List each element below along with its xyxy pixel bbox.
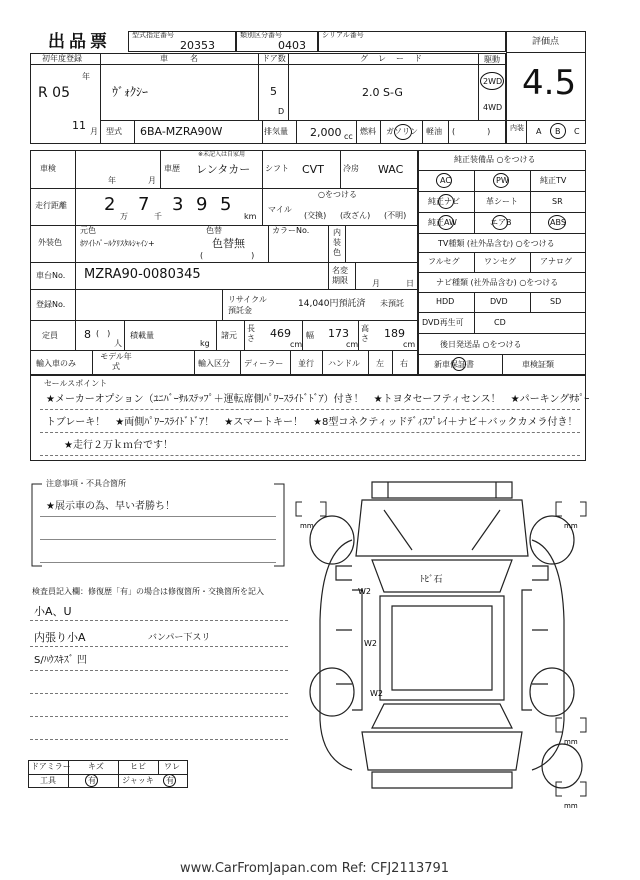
light-oil-bracket: ( ) (452, 127, 491, 136)
mileage-digit-1: 2 (104, 194, 116, 215)
mark-w2-3: W2 (370, 689, 383, 698)
legend-header-3: ヒビ (130, 762, 146, 771)
kg-label: kg (200, 339, 210, 348)
grade-label: グレード (360, 54, 432, 63)
capacity-label: 定員 (42, 331, 58, 340)
sales-line-3: ★走行２万ｋｍ台です！ (64, 440, 173, 451)
doors-value: 5 (270, 85, 277, 98)
legend-row-4: 有 (166, 776, 174, 785)
notes-bracket (28, 480, 288, 570)
mm-rear-right: mm (564, 738, 578, 746)
navi-sd: SD (550, 297, 562, 306)
tv-type-label: TV種類 (社外品含む) ○をつける (438, 239, 555, 248)
km-label: km (244, 212, 257, 221)
equip-sr: SR (552, 197, 563, 206)
displacement-value: 2,000 (310, 126, 342, 139)
use-label: 車歴 (164, 164, 180, 173)
class-label: 類別区分番号 (240, 31, 282, 39)
dealer-label: ディーラー (244, 359, 284, 368)
name-change-label: 名変期限 (332, 266, 348, 285)
dim-label: 諸元 (221, 331, 237, 340)
equip-aw-circle (438, 215, 454, 230)
doors-label: ドア数 (262, 54, 286, 63)
drive-4wd: 4WD (483, 103, 503, 112)
equip-navi: 純正ナビ (428, 197, 460, 206)
recycle-label: リサイクル預託金 (228, 295, 267, 315)
shift-label: シフト (265, 164, 289, 173)
height-label: 高さ (361, 324, 369, 343)
car-diagram (292, 470, 592, 820)
original-color-value: ﾎﾜｲﾄﾊﾟｰﾙｸﾘｽﾀﾙｼｬｲﾝ+ (80, 239, 155, 248)
height-value: 189 (384, 327, 405, 340)
navi-dvd: DVD (490, 297, 508, 306)
equip-airbag: エアB (490, 218, 512, 227)
chassis-label: 車台No. (36, 271, 66, 280)
legend-header-2: キズ (88, 762, 104, 771)
displacement-label: 排気量 (264, 127, 288, 136)
use-value: レンタカー (196, 163, 251, 176)
equip-leather: 革シート (486, 197, 518, 206)
drive-2wd: 2WD (483, 77, 503, 86)
interior-a: A (536, 127, 542, 136)
length-cm: cm (290, 340, 303, 349)
model-type-label: 型式 (106, 127, 122, 136)
name-change-day: 日 (406, 279, 414, 288)
mark-w2-1: W2 (358, 587, 371, 596)
model-year-label: モデル年式 (100, 352, 132, 371)
exchange-label: (交換) (304, 211, 327, 220)
mark-w2-2: W2 (364, 639, 377, 648)
navi-type-label: ナビ種類 (社外品含む) ○をつける (436, 278, 559, 287)
navi-cd: CD (494, 318, 506, 327)
equip-abs-circle (548, 215, 566, 230)
shaken-label: 車検 (40, 164, 56, 173)
mileage-sen-label: 千 (154, 212, 162, 221)
import-label: 輸入車のみ (36, 359, 76, 368)
sales-point-label: セールスポイント (44, 379, 108, 388)
color-change-label: 色替 (206, 226, 222, 235)
recycle-value: 14,040円預託済 (298, 299, 366, 309)
mm-front-right: mm (564, 522, 578, 530)
first-reg-year: R 05 (38, 85, 70, 101)
original-color-label: 元色 (80, 226, 96, 235)
name-change-month: 月 (372, 279, 380, 288)
sales-line-2: トブレーキ！ ★両側ﾊﾟﾜｰｽﾗｲﾄﾞﾄﾞｱ！ ★スマートキー！ ★8型コネクティッドﾃﾞｨｽﾌﾟﾚｲ＋ナビ＋バックカメラ付き！ (46, 417, 578, 428)
inspector-line-2: 内張り小A (34, 631, 86, 644)
model-type-value: 6BA-MZRA90W (140, 125, 223, 138)
shift-value: CVT (302, 163, 324, 176)
equip-pw: PW (496, 176, 509, 185)
navi-dvd-play: DVD再生可 (422, 318, 464, 327)
fuel-label: 燃料 (360, 127, 376, 136)
equip-pw-circle (493, 173, 509, 188)
equip-ac: AC (440, 176, 451, 185)
shaken-month-label: 月 (148, 176, 156, 185)
sales-line-1: ★メーカーオプション（ﾕﾆﾊﾞｰｻﾙｽﾃｯﾌﾟ＋運転席側ﾊﾟﾜｰｽﾗｲﾄﾞﾄﾞｱ）付き！ ★トヨタセーフティセンス！ ★パーキングｻﾎﾟｰ (46, 394, 590, 405)
ac-label: 冷房 (343, 164, 359, 173)
length-value: 469 (270, 327, 291, 340)
person-label: 人 (114, 339, 122, 348)
legend-row-2: 有 (88, 776, 96, 785)
color-change-value: 色替無 (212, 237, 245, 250)
grade-points-label: 評価点 (532, 37, 560, 47)
car-name: ｳﾞｫｸｼｰ (112, 85, 149, 99)
serial-label: シリアル番号 (322, 31, 364, 39)
not-deposited: 未預託 (380, 299, 404, 308)
handle-label: ハンドル (328, 359, 360, 368)
mileage-digit-4: 9 (196, 194, 208, 215)
equip-tv: 純正TV (540, 176, 567, 185)
notes-line-1: ★展示車の為、早い者勝ち！ (46, 501, 175, 512)
reg-no-label: 登録No. (36, 300, 66, 309)
width-value: 173 (328, 327, 349, 340)
equip-aw: 純正AW (428, 218, 457, 227)
mileage-man-label: 万 (120, 212, 128, 221)
car-name-label: 車名 (160, 54, 220, 63)
model-cert-value: 20353 (180, 39, 215, 52)
equip-ac-circle (436, 173, 452, 188)
capacity-value: 8 (84, 328, 91, 341)
footer-watermark: www.CarFromJapan.com Ref: CFJ2113791 (180, 861, 450, 876)
interior-c: C (574, 127, 580, 136)
tv-oneseg: ワンセグ (484, 257, 516, 266)
later-docs-label: 後日発送品 ○をつける (440, 340, 522, 349)
mileage-digit-5: 5 (220, 194, 232, 215)
import-type-label: 輸入区分 (198, 359, 230, 368)
circle-note: ○をつける (318, 190, 357, 199)
inspector-line-1: 小A、U (34, 605, 72, 618)
legend-header-1: ドアミラー (31, 762, 71, 771)
left-label: 左 (376, 359, 384, 368)
mileage-digit-3: 3 (172, 194, 184, 215)
mileage-label: 走行距離 (35, 201, 67, 210)
cc-label: cc (344, 132, 353, 141)
width-label: 幅 (306, 331, 314, 340)
legend-row-4-circle (163, 774, 176, 787)
equip-abs: ABS (550, 218, 566, 227)
chassis-value: MZRA90-0080345 (84, 267, 201, 282)
color-change-bracket: ( ) (200, 251, 255, 260)
mm-front-left: mm (300, 522, 314, 530)
equip-airbag-circle (492, 215, 508, 230)
grade-value: 2.0 S-G (362, 86, 403, 99)
parallel-label: 並行 (298, 359, 314, 368)
use-note: ※未記入は自家用 (198, 151, 246, 158)
door-type: D (278, 107, 285, 116)
tv-analog: アナログ (540, 257, 572, 266)
legend-row-1: 工具 (40, 776, 56, 785)
notes-label: 注意事項・不具合箇所 (46, 479, 126, 488)
inspector-label: 検査員記入欄：修復歴「有」の場合は修復箇所・交換箇所を記入 (32, 587, 264, 596)
tv-fullseg: フルセグ (428, 257, 460, 266)
load-label: 積載量 (130, 331, 154, 340)
navi-hdd: HDD (436, 297, 455, 306)
factory-equipment-label: 純正装備品 ○をつける (454, 155, 536, 164)
first-reg-label: 初年度登録 (42, 54, 82, 63)
class-value: 0403 (278, 39, 306, 52)
interior-label: 内装 (510, 124, 524, 132)
bumper-note: バンパー下スリ (148, 633, 211, 643)
capacity-bracket: ( ) (96, 329, 111, 338)
altered-label: (改ざん) (340, 211, 371, 220)
interior-b-circle (550, 123, 566, 139)
mileage-digit-2: 7 (138, 194, 150, 215)
color-no-label: カラーNo. (272, 226, 310, 235)
windshield-mark: ﾄﾋﾞ石 (420, 575, 443, 585)
right-label: 右 (400, 359, 408, 368)
color-label: 外装色 (38, 238, 62, 247)
fuel-circle (394, 124, 412, 140)
height-cm: cm (403, 340, 416, 349)
legend-row-3: ジャッキ (122, 776, 154, 785)
doc-warranty: 新車保証書 (434, 360, 474, 369)
mile-label: マイル (268, 205, 292, 214)
drive-label: 駆動 (484, 55, 500, 64)
legend-row-2-circle (85, 774, 98, 787)
first-reg-month-label: 月 (90, 127, 98, 136)
ac-value: WAC (378, 163, 404, 176)
mm-spare: mm (564, 802, 578, 810)
grade-points-value: 4.5 (522, 63, 577, 103)
legend-header-4: ワレ (164, 762, 180, 771)
doc-shaken: 車検証類 (522, 360, 554, 369)
inspector-line-3: S/ﾊｳｽｷｽﾞ 凹 (34, 655, 87, 666)
width-cm: cm (346, 340, 359, 349)
doc-warranty-circle (452, 357, 466, 371)
form-title: 出品票 (48, 32, 111, 52)
shaken-year-label: 年 (108, 176, 116, 185)
equip-navi-circle (438, 194, 454, 209)
light-oil-label: 軽油 (426, 127, 442, 136)
first-reg-month: 11 (72, 119, 86, 132)
unknown-label: (不明) (384, 211, 407, 220)
drive-2wd-circle (480, 72, 504, 90)
first-reg-year-label: 年 (82, 72, 90, 81)
interior-color-label: 内装色 (333, 228, 341, 257)
length-label: 長さ (247, 324, 255, 343)
interior-b: B (555, 127, 561, 136)
model-cert-label: 型式指定番号 (132, 31, 174, 39)
fuel-value: ガソリン (386, 127, 418, 136)
